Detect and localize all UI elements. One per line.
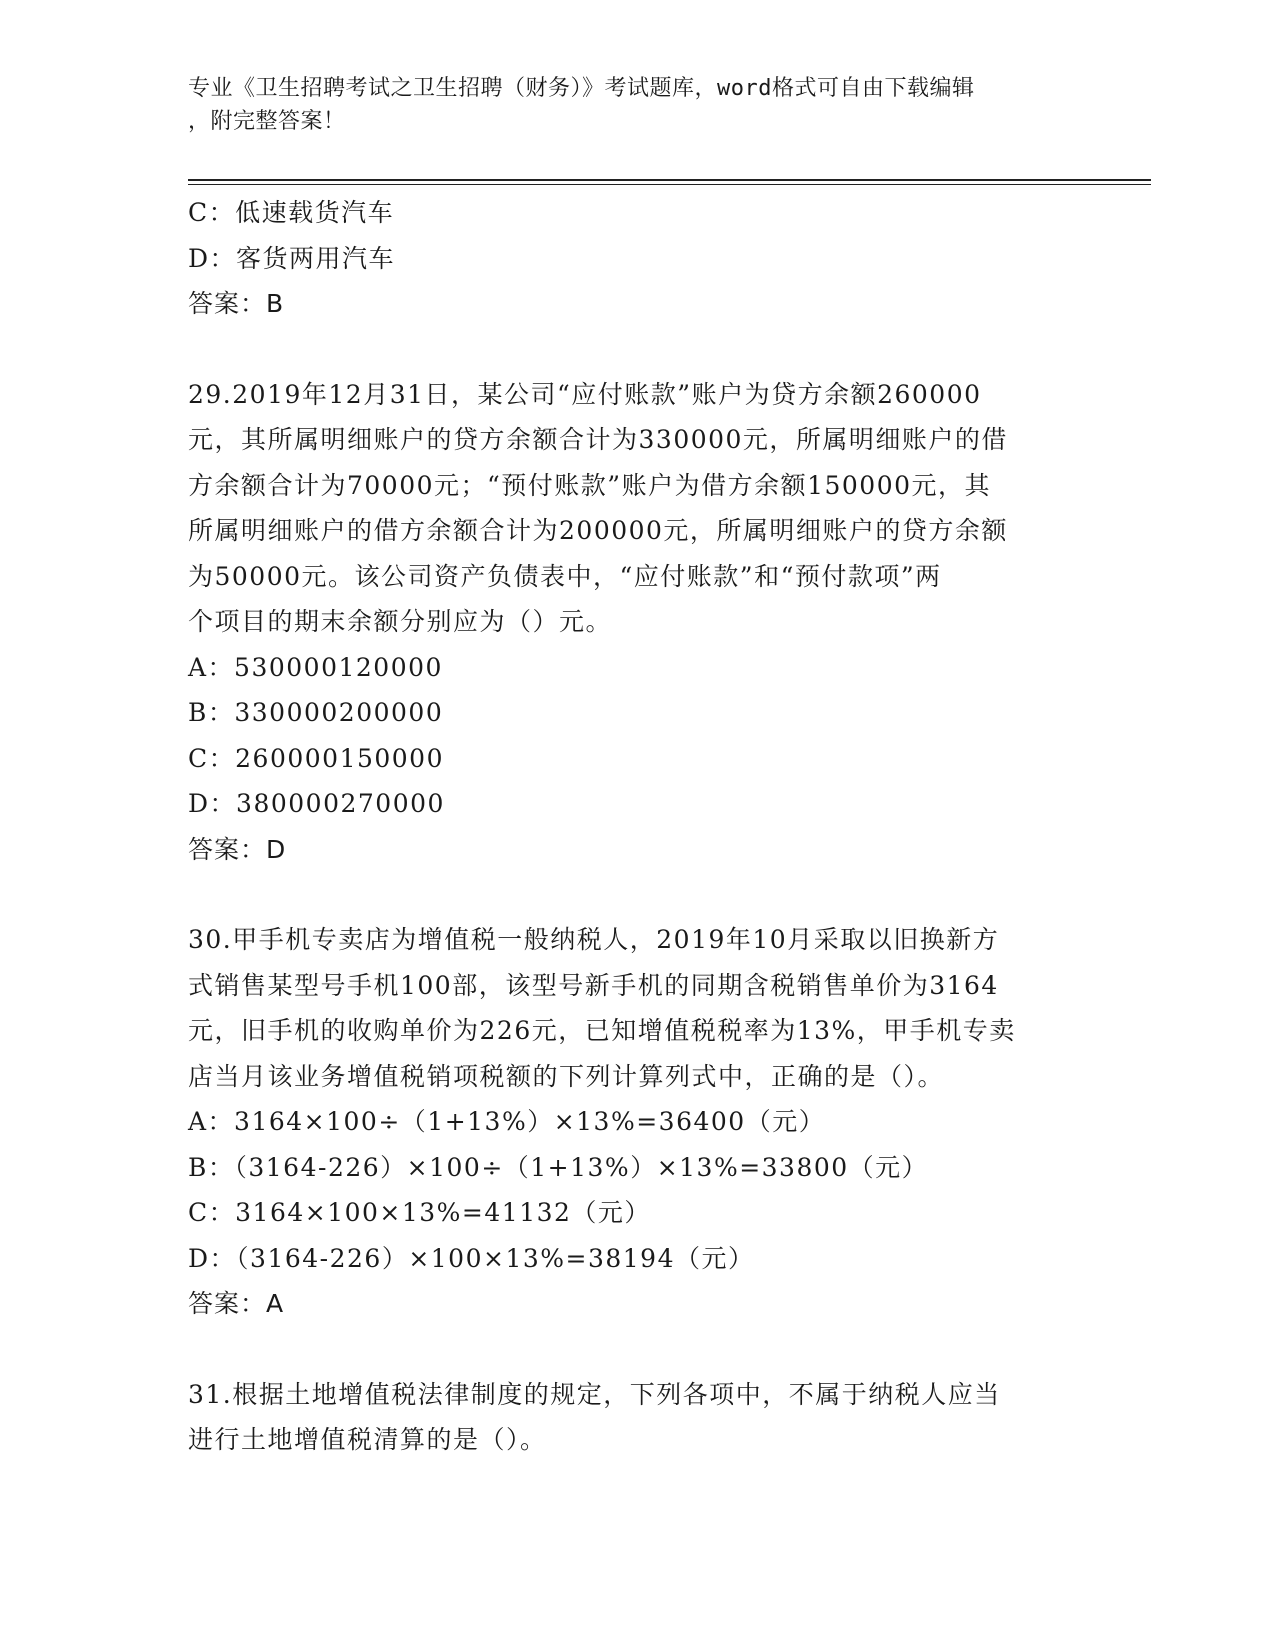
option-line: D：380000270000: [188, 789, 445, 818]
option-line: A：3164×100÷（1+13%）×13%=36400（元）: [188, 1107, 826, 1136]
answer-line: 答案：D: [188, 834, 287, 864]
question-text-line: 店当月该业务增值税销项税额的下列计算列式中，正确的是（）。: [188, 1061, 945, 1091]
option-line: C：3164×100×13%=41132（元）: [188, 1198, 651, 1227]
question-content: [188, 190, 1088, 1463]
option-line: B：330000200000: [188, 698, 444, 727]
option-line: C：260000150000: [188, 743, 444, 773]
option-line: C：低速载货汽车: [188, 198, 395, 227]
question-30: [188, 917, 1088, 1327]
prev-question: [188, 190, 1088, 327]
spacer: [188, 327, 1088, 372]
option-line: D：客货两用汽车: [188, 243, 396, 273]
question-text-line: 进行土地增值税清算的是（）。: [188, 1425, 547, 1454]
header-rule-thick: [188, 179, 1151, 181]
question-text-line: 30.甲手机专卖店为增值税一般纳税人，2019年10月采取以旧换新方: [188, 925, 1000, 954]
answer-line: 答案：B: [188, 289, 285, 318]
question-text-line: 为50000元。该公司资产负债表中，“应付账款”和“预付款项”两: [188, 561, 942, 591]
question-text-line: 31.根据土地增值税法律制度的规定，下列各项中，不属于纳税人应当: [188, 1379, 1001, 1409]
question-text-line: 个项目的期末余额分别应为（）元。: [188, 607, 613, 636]
question-text-line: 元，旧手机的收购单价为226元，已知增值税税率为13%，甲手机专卖: [188, 1016, 1016, 1045]
header-line-1: 专业《卫生招聘考试之卫生招聘（财务）》考试题库，word格式可自由下载编辑: [188, 76, 975, 101]
question-text-line: 式销售某型号手机100部，该型号新手机的同期含税销售单价为3164: [188, 970, 999, 1000]
question-text-line: 元，其所属明细账户的贷方余额合计为330000元，所属明细账户的借: [188, 425, 1008, 454]
question-text-line: 29.2019年12月31日，某公司“应付账款”账户为贷方余额260000: [188, 379, 982, 409]
option-line: B：（3164-226）×100÷（1+13%）×13%=33800（元）: [188, 1152, 929, 1182]
question-29: [188, 372, 1088, 873]
option-line: D：（3164-226）×100×13%=38194（元）: [188, 1243, 755, 1273]
question-text-line: 所属明细账户的借方余额合计为200000元，所属明细账户的贷方余额: [188, 516, 1008, 545]
option-line: A：530000120000: [188, 652, 443, 682]
header-rule-thin: [188, 184, 1151, 185]
answer-line: 答案：A: [188, 1289, 285, 1318]
spacer: [188, 1327, 1088, 1372]
spacer: [188, 872, 1088, 917]
question-text-line: 方余额合计为70000元；“预付账款”账户为借方余额150000元，其: [188, 470, 992, 500]
header-line-2: ，附完整答案！: [188, 109, 346, 134]
question-31: [188, 1372, 1088, 1463]
document-header: [188, 72, 1078, 138]
